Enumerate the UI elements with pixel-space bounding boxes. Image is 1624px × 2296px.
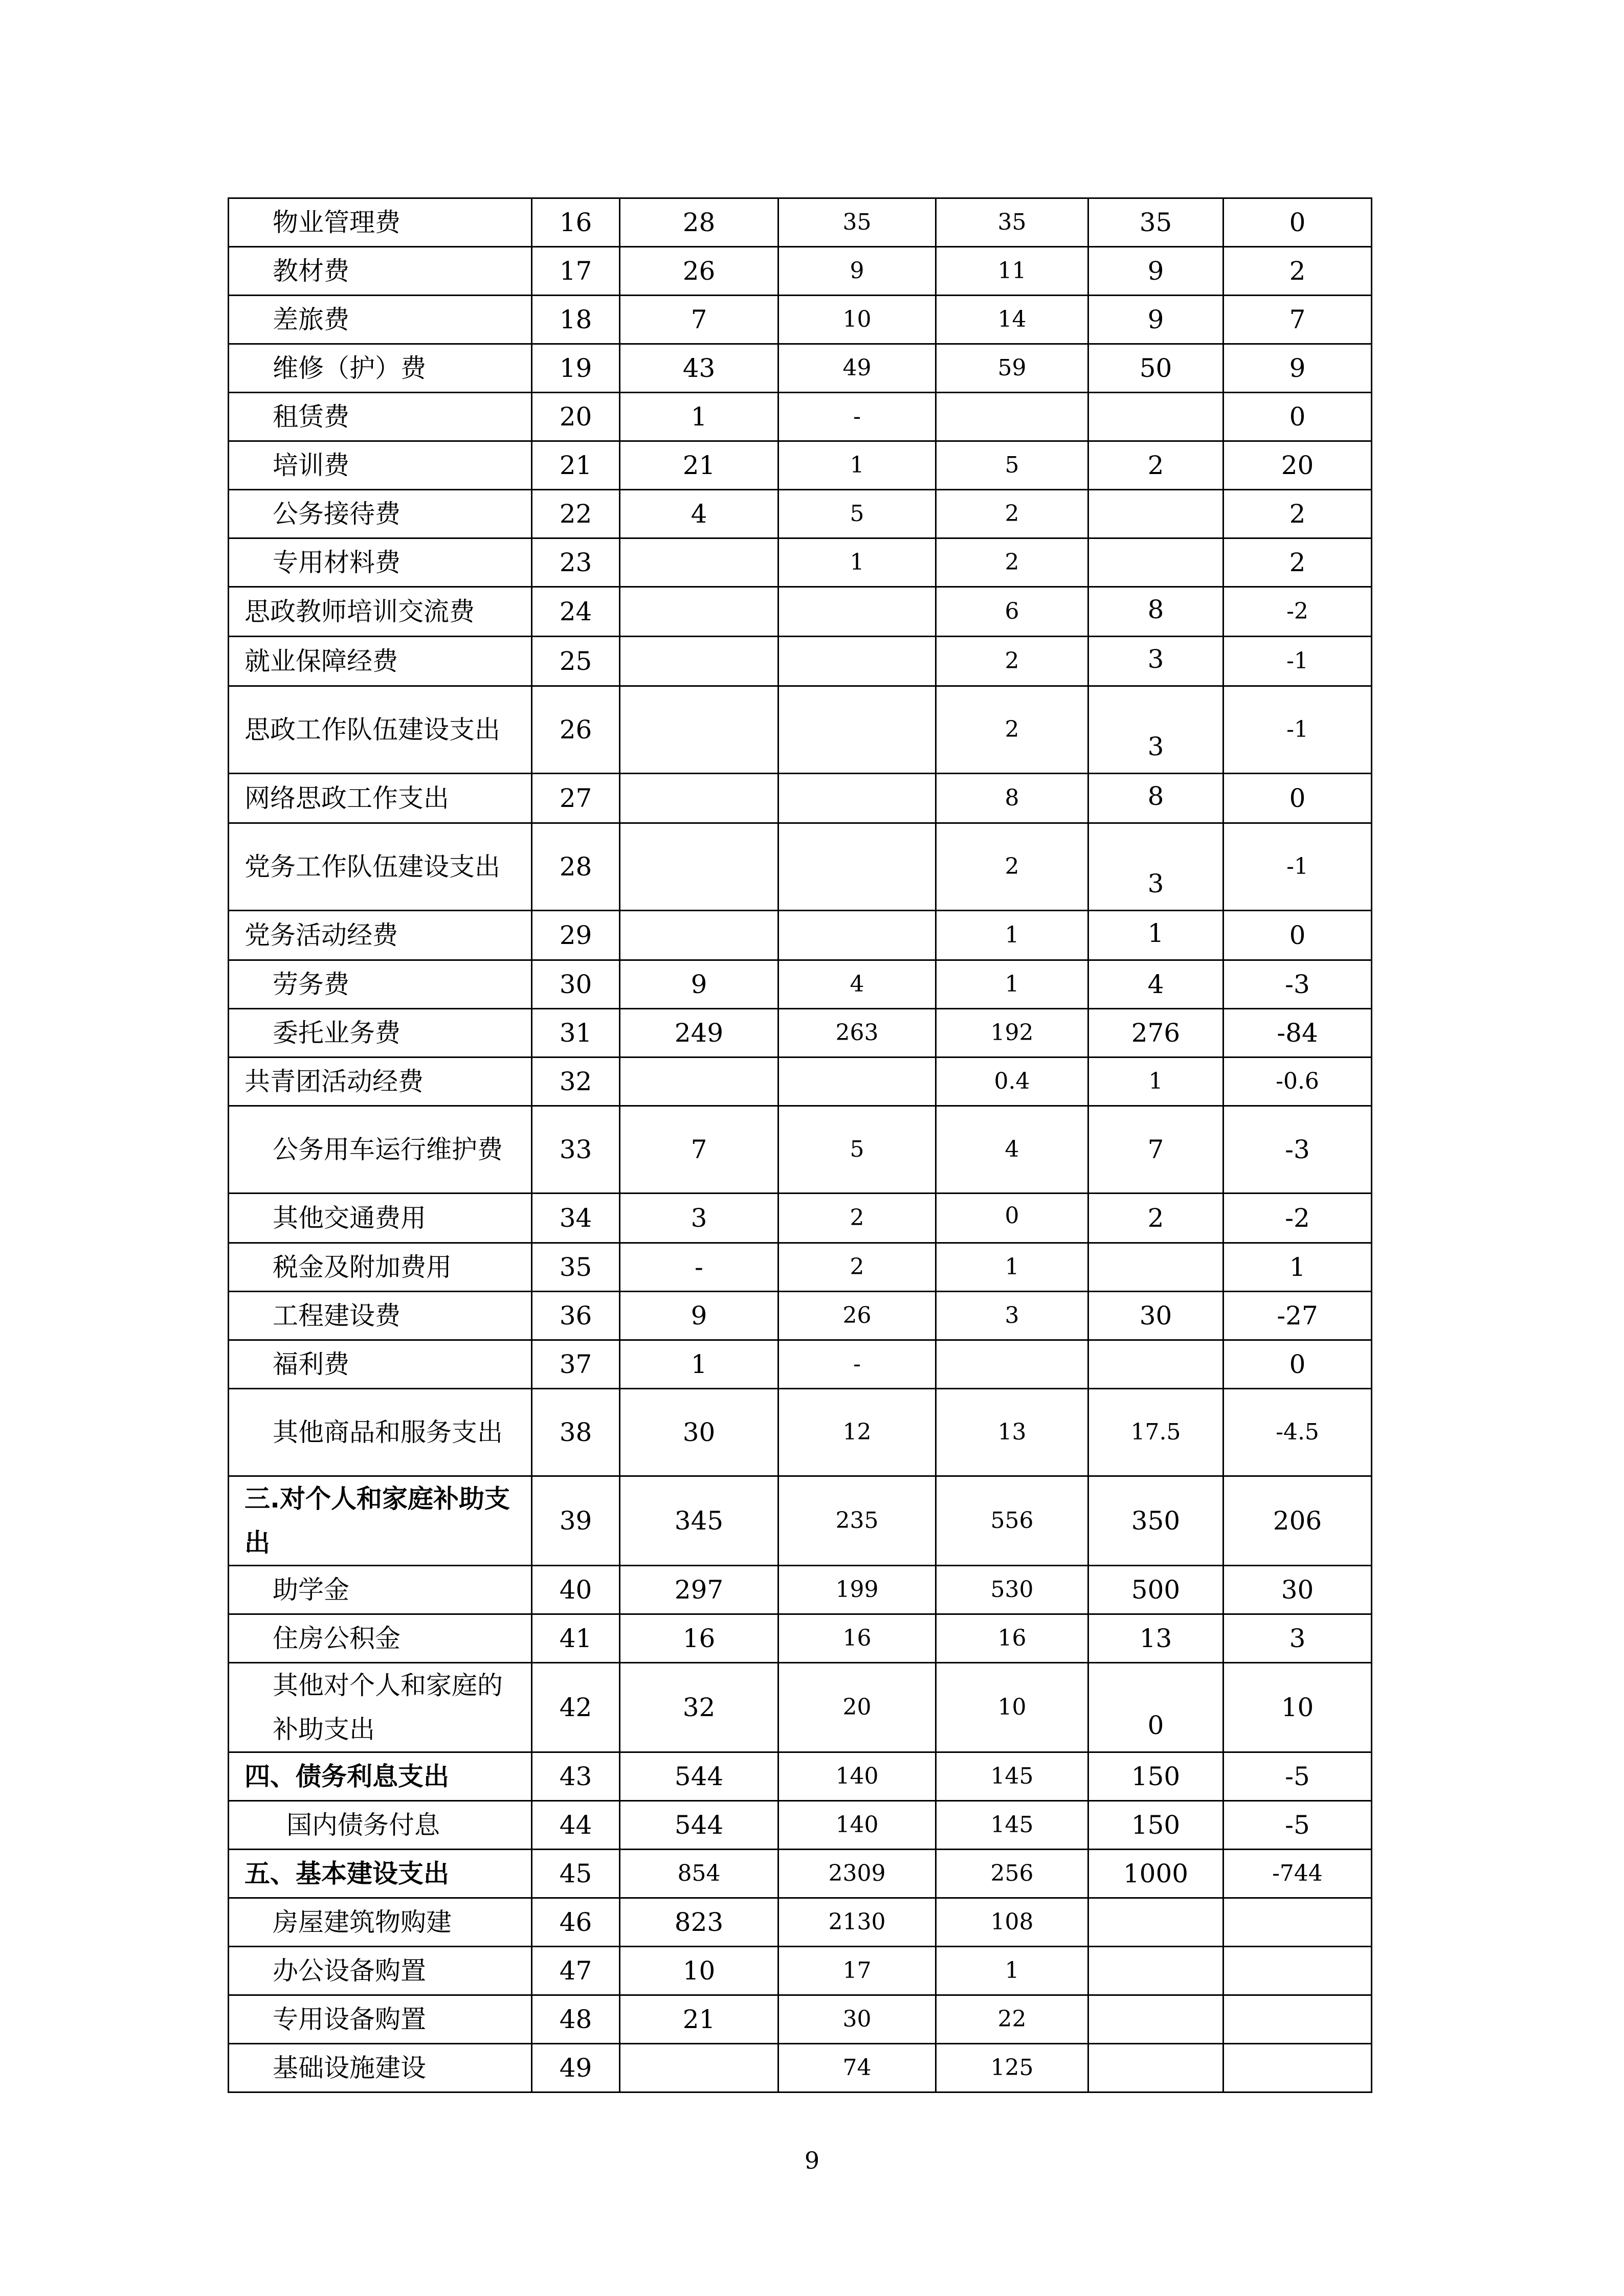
row-number-cell: 47 bbox=[532, 1947, 620, 1995]
value-cell-c4: 1 bbox=[1088, 1057, 1223, 1106]
value-cell-c5: -1 bbox=[1223, 637, 1372, 686]
table-body bbox=[229, 198, 1372, 2092]
table-row bbox=[229, 1194, 1372, 1243]
value-cell-c3: 125 bbox=[936, 2044, 1088, 2092]
value-cell-c3 bbox=[936, 1340, 1088, 1389]
row-number-cell: 27 bbox=[532, 774, 620, 823]
value-cell-c4: 3 bbox=[1088, 637, 1223, 686]
value-cell-c2: 1 bbox=[778, 538, 936, 587]
value-cell-c2: 26 bbox=[778, 1292, 936, 1340]
value-cell-c1: 823 bbox=[620, 1898, 778, 1947]
value-cell-c3: 2 bbox=[936, 538, 1088, 587]
row-number-cell: 29 bbox=[532, 911, 620, 960]
table-row bbox=[229, 1614, 1372, 1663]
value-cell-c5: 0 bbox=[1223, 393, 1372, 441]
value-cell-c5: -1 bbox=[1223, 686, 1372, 774]
row-number-cell: 18 bbox=[532, 296, 620, 344]
value-cell-c2 bbox=[778, 587, 936, 637]
value-cell-c5: -27 bbox=[1223, 1292, 1372, 1340]
value-cell-c3: 6 bbox=[936, 587, 1088, 637]
value-cell-c4 bbox=[1088, 538, 1223, 587]
value-cell-c3: 35 bbox=[936, 198, 1088, 247]
value-cell-c5: 206 bbox=[1223, 1476, 1372, 1566]
table-row bbox=[229, 1009, 1372, 1057]
value-cell-c5: -2 bbox=[1223, 587, 1372, 637]
table-row bbox=[229, 1752, 1372, 1801]
value-cell-c3: 2 bbox=[936, 686, 1088, 774]
value-cell-c4: 3 bbox=[1088, 823, 1223, 911]
value-cell-c2: - bbox=[778, 393, 936, 441]
row-item-name: 党务工作队伍建设支出 bbox=[229, 823, 532, 911]
value-cell-c1 bbox=[620, 1057, 778, 1106]
value-cell-c3: 0 bbox=[936, 1194, 1088, 1243]
value-cell-c5 bbox=[1223, 1898, 1372, 1947]
value-cell-c5 bbox=[1223, 2044, 1372, 2092]
page-number: 9 bbox=[804, 2147, 820, 2174]
row-number-cell: 25 bbox=[532, 637, 620, 686]
value-cell-c1: 4 bbox=[620, 490, 778, 538]
value-cell-c3: 2 bbox=[936, 490, 1088, 538]
value-cell-c1 bbox=[620, 2044, 778, 2092]
value-cell-c3: 16 bbox=[936, 1614, 1088, 1663]
row-number-cell: 49 bbox=[532, 2044, 620, 2092]
table-row bbox=[229, 1292, 1372, 1340]
value-cell-c3: 1 bbox=[936, 911, 1088, 960]
value-cell-c5: 30 bbox=[1223, 1566, 1372, 1614]
table-row bbox=[229, 1663, 1372, 1752]
value-cell-c5 bbox=[1223, 1947, 1372, 1995]
value-cell-c4: 276 bbox=[1088, 1009, 1223, 1057]
row-item-name: 维修（护）费 bbox=[229, 344, 532, 393]
value-cell-c1 bbox=[620, 774, 778, 823]
value-cell-c1 bbox=[620, 637, 778, 686]
value-cell-c3: 22 bbox=[936, 1995, 1088, 2044]
table-row bbox=[229, 774, 1372, 823]
value-cell-c1: - bbox=[620, 1243, 778, 1292]
row-number-cell: 28 bbox=[532, 823, 620, 911]
value-cell-c5: 0 bbox=[1223, 198, 1372, 247]
value-cell-c1: 21 bbox=[620, 441, 778, 490]
value-cell-c4: 1000 bbox=[1088, 1850, 1223, 1898]
row-number-cell: 23 bbox=[532, 538, 620, 587]
value-cell-c1 bbox=[620, 538, 778, 587]
value-cell-c3: 10 bbox=[936, 1663, 1088, 1752]
row-item-name: 税金及附加费用 bbox=[229, 1243, 532, 1292]
value-cell-c1: 297 bbox=[620, 1566, 778, 1614]
value-cell-c2: 30 bbox=[778, 1995, 936, 2044]
value-cell-c4: 1 bbox=[1088, 911, 1223, 960]
table-row bbox=[229, 1340, 1372, 1389]
value-cell-c2: 2309 bbox=[778, 1850, 936, 1898]
value-cell-c4: 4 bbox=[1088, 960, 1223, 1009]
row-number-cell: 20 bbox=[532, 393, 620, 441]
value-cell-c4: 35 bbox=[1088, 198, 1223, 247]
row-number-cell: 35 bbox=[532, 1243, 620, 1292]
row-number-cell: 37 bbox=[532, 1340, 620, 1389]
value-cell-c3: 1 bbox=[936, 960, 1088, 1009]
value-cell-c3: 145 bbox=[936, 1801, 1088, 1850]
row-number-cell: 24 bbox=[532, 587, 620, 637]
row-item-name: 助学金 bbox=[229, 1566, 532, 1614]
value-cell-c2: 263 bbox=[778, 1009, 936, 1057]
value-cell-c4: 2 bbox=[1088, 441, 1223, 490]
value-cell-c1: 10 bbox=[620, 1947, 778, 1995]
expenditure-table bbox=[228, 197, 1372, 2093]
value-cell-c5: 3 bbox=[1223, 1614, 1372, 1663]
value-cell-c4: 350 bbox=[1088, 1476, 1223, 1566]
value-cell-c2: 1 bbox=[778, 441, 936, 490]
row-item-name: 就业保障经费 bbox=[229, 637, 532, 686]
row-number-cell: 16 bbox=[532, 198, 620, 247]
value-cell-c4: 2 bbox=[1088, 1194, 1223, 1243]
row-item-name: 其他对个人和家庭的补助支出 bbox=[229, 1663, 532, 1752]
table-row bbox=[229, 393, 1372, 441]
row-number-cell: 38 bbox=[532, 1389, 620, 1476]
value-cell-c3: 530 bbox=[936, 1566, 1088, 1614]
table-row bbox=[229, 1106, 1372, 1194]
row-item-name: 党务活动经费 bbox=[229, 911, 532, 960]
value-cell-c1: 16 bbox=[620, 1614, 778, 1663]
row-number-cell: 21 bbox=[532, 441, 620, 490]
value-cell-c3: 0.4 bbox=[936, 1057, 1088, 1106]
value-cell-c1: 9 bbox=[620, 960, 778, 1009]
value-cell-c2: 74 bbox=[778, 2044, 936, 2092]
row-number-cell: 41 bbox=[532, 1614, 620, 1663]
row-number-cell: 17 bbox=[532, 247, 620, 296]
value-cell-c2: 49 bbox=[778, 344, 936, 393]
row-number-cell: 32 bbox=[532, 1057, 620, 1106]
row-number-cell: 48 bbox=[532, 1995, 620, 2044]
value-cell-c2: 235 bbox=[778, 1476, 936, 1566]
value-cell-c3: 8 bbox=[936, 774, 1088, 823]
row-item-name: 租赁费 bbox=[229, 393, 532, 441]
value-cell-c1: 9 bbox=[620, 1292, 778, 1340]
row-number-cell: 22 bbox=[532, 490, 620, 538]
row-item-name: 委托业务费 bbox=[229, 1009, 532, 1057]
table-row bbox=[229, 823, 1372, 911]
table-row bbox=[229, 198, 1372, 247]
value-cell-c4 bbox=[1088, 490, 1223, 538]
row-item-name: 基础设施建设 bbox=[229, 2044, 532, 2092]
value-cell-c2: 16 bbox=[778, 1614, 936, 1663]
value-cell-c3: 108 bbox=[936, 1898, 1088, 1947]
value-cell-c2: 2 bbox=[778, 1243, 936, 1292]
row-number-cell: 34 bbox=[532, 1194, 620, 1243]
value-cell-c2 bbox=[778, 774, 936, 823]
value-cell-c1: 43 bbox=[620, 344, 778, 393]
value-cell-c1: 345 bbox=[620, 1476, 778, 1566]
row-item-name: 福利费 bbox=[229, 1340, 532, 1389]
value-cell-c2: 2130 bbox=[778, 1898, 936, 1947]
value-cell-c1: 544 bbox=[620, 1752, 778, 1801]
row-item-name: 国内债务付息 bbox=[229, 1801, 532, 1850]
table-row bbox=[229, 344, 1372, 393]
value-cell-c3: 59 bbox=[936, 344, 1088, 393]
value-cell-c2: 20 bbox=[778, 1663, 936, 1752]
value-cell-c1: 249 bbox=[620, 1009, 778, 1057]
table-row bbox=[229, 960, 1372, 1009]
value-cell-c5: 2 bbox=[1223, 538, 1372, 587]
value-cell-c5: -3 bbox=[1223, 960, 1372, 1009]
value-cell-c2 bbox=[778, 911, 936, 960]
value-cell-c3: 3 bbox=[936, 1292, 1088, 1340]
row-item-name: 网络思政工作支出 bbox=[229, 774, 532, 823]
value-cell-c2 bbox=[778, 1057, 936, 1106]
value-cell-c5: 7 bbox=[1223, 296, 1372, 344]
table-row bbox=[229, 247, 1372, 296]
value-cell-c4: 8 bbox=[1088, 587, 1223, 637]
value-cell-c5: 1 bbox=[1223, 1243, 1372, 1292]
row-number-cell: 33 bbox=[532, 1106, 620, 1194]
row-item-name: 办公设备购置 bbox=[229, 1947, 532, 1995]
table-row bbox=[229, 1057, 1372, 1106]
row-item-name: 思政工作队伍建设支出 bbox=[229, 686, 532, 774]
table-row bbox=[229, 637, 1372, 686]
value-cell-c1 bbox=[620, 686, 778, 774]
row-number-cell: 26 bbox=[532, 686, 620, 774]
value-cell-c4: 9 bbox=[1088, 296, 1223, 344]
row-item-name: 公务接待费 bbox=[229, 490, 532, 538]
row-item-name: 工程建设费 bbox=[229, 1292, 532, 1340]
value-cell-c2: 140 bbox=[778, 1752, 936, 1801]
row-item-name: 其他商品和服务支出 bbox=[229, 1389, 532, 1476]
value-cell-c4: 150 bbox=[1088, 1752, 1223, 1801]
table-row bbox=[229, 1566, 1372, 1614]
value-cell-c2 bbox=[778, 823, 936, 911]
value-cell-c4 bbox=[1088, 1995, 1223, 2044]
value-cell-c2: 140 bbox=[778, 1801, 936, 1850]
row-number-cell: 39 bbox=[532, 1476, 620, 1566]
value-cell-c2: 199 bbox=[778, 1566, 936, 1614]
value-cell-c2: 4 bbox=[778, 960, 936, 1009]
value-cell-c1: 7 bbox=[620, 1106, 778, 1194]
value-cell-c2 bbox=[778, 686, 936, 774]
row-number-cell: 36 bbox=[532, 1292, 620, 1340]
value-cell-c3: 1 bbox=[936, 1947, 1088, 1995]
table-row bbox=[229, 911, 1372, 960]
value-cell-c5 bbox=[1223, 1995, 1372, 2044]
table-row bbox=[229, 686, 1372, 774]
table-row bbox=[229, 2044, 1372, 2092]
table-row bbox=[229, 296, 1372, 344]
value-cell-c3: 256 bbox=[936, 1850, 1088, 1898]
row-item-name: 专用设备购置 bbox=[229, 1995, 532, 2044]
value-cell-c4: 13 bbox=[1088, 1614, 1223, 1663]
row-item-name: 四、债务利息支出 bbox=[229, 1752, 532, 1801]
value-cell-c5: -5 bbox=[1223, 1752, 1372, 1801]
row-item-name: 共青团活动经费 bbox=[229, 1057, 532, 1106]
value-cell-c5: 10 bbox=[1223, 1663, 1372, 1752]
value-cell-c4 bbox=[1088, 1243, 1223, 1292]
table-row bbox=[229, 441, 1372, 490]
table-row bbox=[229, 587, 1372, 637]
value-cell-c5: 2 bbox=[1223, 247, 1372, 296]
value-cell-c2: 5 bbox=[778, 1106, 936, 1194]
row-item-name: 劳务费 bbox=[229, 960, 532, 1009]
row-number-cell: 44 bbox=[532, 1801, 620, 1850]
table-row bbox=[229, 1243, 1372, 1292]
row-number-cell: 42 bbox=[532, 1663, 620, 1752]
table-row bbox=[229, 538, 1372, 587]
value-cell-c3 bbox=[936, 393, 1088, 441]
value-cell-c1: 7 bbox=[620, 296, 778, 344]
value-cell-c5: -1 bbox=[1223, 823, 1372, 911]
row-item-name: 住房公积金 bbox=[229, 1614, 532, 1663]
value-cell-c4: 50 bbox=[1088, 344, 1223, 393]
value-cell-c4 bbox=[1088, 393, 1223, 441]
value-cell-c2: 35 bbox=[778, 198, 936, 247]
row-number-cell: 19 bbox=[532, 344, 620, 393]
value-cell-c5: -0.6 bbox=[1223, 1057, 1372, 1106]
value-cell-c3: 1 bbox=[936, 1243, 1088, 1292]
value-cell-c5: 0 bbox=[1223, 1340, 1372, 1389]
value-cell-c4: 500 bbox=[1088, 1566, 1223, 1614]
value-cell-c4 bbox=[1088, 1898, 1223, 1947]
row-item-name: 房屋建筑物购建 bbox=[229, 1898, 532, 1947]
value-cell-c4: 9 bbox=[1088, 247, 1223, 296]
value-cell-c1 bbox=[620, 587, 778, 637]
value-cell-c3: 556 bbox=[936, 1476, 1088, 1566]
value-cell-c3: 4 bbox=[936, 1106, 1088, 1194]
row-item-name: 公务用车运行维护费 bbox=[229, 1106, 532, 1194]
value-cell-c3: 192 bbox=[936, 1009, 1088, 1057]
value-cell-c4: 8 bbox=[1088, 774, 1223, 823]
value-cell-c2: 2 bbox=[778, 1194, 936, 1243]
value-cell-c5: -744 bbox=[1223, 1850, 1372, 1898]
value-cell-c1 bbox=[620, 911, 778, 960]
value-cell-c5: 0 bbox=[1223, 774, 1372, 823]
row-number-cell: 31 bbox=[532, 1009, 620, 1057]
value-cell-c5: 20 bbox=[1223, 441, 1372, 490]
value-cell-c1: 21 bbox=[620, 1995, 778, 2044]
value-cell-c2: 17 bbox=[778, 1947, 936, 1995]
value-cell-c5: 0 bbox=[1223, 911, 1372, 960]
value-cell-c4 bbox=[1088, 2044, 1223, 2092]
table-row bbox=[229, 1801, 1372, 1850]
value-cell-c1: 28 bbox=[620, 198, 778, 247]
value-cell-c3: 13 bbox=[936, 1389, 1088, 1476]
table-row bbox=[229, 1898, 1372, 1947]
value-cell-c3: 14 bbox=[936, 296, 1088, 344]
value-cell-c2: 9 bbox=[778, 247, 936, 296]
value-cell-c5: -5 bbox=[1223, 1801, 1372, 1850]
row-number-cell: 30 bbox=[532, 960, 620, 1009]
row-item-name: 教材费 bbox=[229, 247, 532, 296]
value-cell-c5: -2 bbox=[1223, 1194, 1372, 1243]
value-cell-c2: - bbox=[778, 1340, 936, 1389]
value-cell-c4: 30 bbox=[1088, 1292, 1223, 1340]
value-cell-c4 bbox=[1088, 1340, 1223, 1389]
row-item-name: 五、基本建设支出 bbox=[229, 1850, 532, 1898]
value-cell-c4: 3 bbox=[1088, 686, 1223, 774]
value-cell-c1: 32 bbox=[620, 1663, 778, 1752]
row-item-name: 专用材料费 bbox=[229, 538, 532, 587]
table-row bbox=[229, 1476, 1372, 1566]
table-row bbox=[229, 1389, 1372, 1476]
value-cell-c1: 854 bbox=[620, 1850, 778, 1898]
table-row bbox=[229, 1947, 1372, 1995]
value-cell-c4: 17.5 bbox=[1088, 1389, 1223, 1476]
row-item-name: 差旅费 bbox=[229, 296, 532, 344]
value-cell-c2 bbox=[778, 637, 936, 686]
value-cell-c5: -84 bbox=[1223, 1009, 1372, 1057]
value-cell-c3: 2 bbox=[936, 637, 1088, 686]
value-cell-c5: -3 bbox=[1223, 1106, 1372, 1194]
row-item-name: 物业管理费 bbox=[229, 198, 532, 247]
row-number-cell: 46 bbox=[532, 1898, 620, 1947]
row-number-cell: 45 bbox=[532, 1850, 620, 1898]
row-item-name: 思政教师培训交流费 bbox=[229, 587, 532, 637]
value-cell-c4 bbox=[1088, 1947, 1223, 1995]
value-cell-c4: 0 bbox=[1088, 1663, 1223, 1752]
value-cell-c5: 9 bbox=[1223, 344, 1372, 393]
table-row bbox=[229, 1995, 1372, 2044]
value-cell-c3: 11 bbox=[936, 247, 1088, 296]
value-cell-c4: 150 bbox=[1088, 1801, 1223, 1850]
row-item-name: 其他交通费用 bbox=[229, 1194, 532, 1243]
value-cell-c5: 2 bbox=[1223, 490, 1372, 538]
value-cell-c1: 1 bbox=[620, 1340, 778, 1389]
value-cell-c3: 2 bbox=[936, 823, 1088, 911]
value-cell-c2: 10 bbox=[778, 296, 936, 344]
value-cell-c1: 544 bbox=[620, 1801, 778, 1850]
value-cell-c2: 5 bbox=[778, 490, 936, 538]
row-item-name: 培训费 bbox=[229, 441, 532, 490]
value-cell-c4: 7 bbox=[1088, 1106, 1223, 1194]
table-row bbox=[229, 1850, 1372, 1898]
table-row bbox=[229, 490, 1372, 538]
value-cell-c3: 5 bbox=[936, 441, 1088, 490]
row-number-cell: 43 bbox=[532, 1752, 620, 1801]
value-cell-c5: -4.5 bbox=[1223, 1389, 1372, 1476]
value-cell-c3: 145 bbox=[936, 1752, 1088, 1801]
value-cell-c1: 3 bbox=[620, 1194, 778, 1243]
row-item-name: 三.对个人和家庭补助支出 bbox=[229, 1476, 532, 1566]
value-cell-c2: 12 bbox=[778, 1389, 936, 1476]
value-cell-c1: 1 bbox=[620, 393, 778, 441]
value-cell-c1: 30 bbox=[620, 1389, 778, 1476]
value-cell-c1 bbox=[620, 823, 778, 911]
value-cell-c1: 26 bbox=[620, 247, 778, 296]
row-number-cell: 40 bbox=[532, 1566, 620, 1614]
